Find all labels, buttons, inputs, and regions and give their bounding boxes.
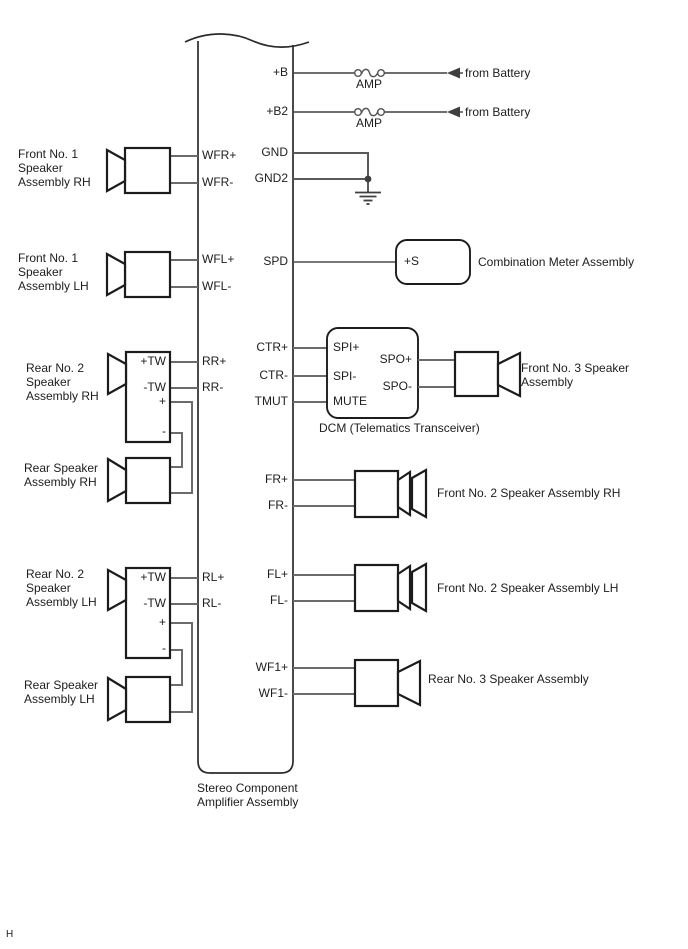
dcm-pin-mute: MUTE xyxy=(333,394,367,408)
pin-label-fr-plus: FR+ xyxy=(264,472,288,486)
pin-label-wfl-plus: WFL+ xyxy=(202,252,235,266)
rear3-speaker-icon xyxy=(355,660,420,706)
dcm-pin-spi-minus: SPI- xyxy=(333,369,357,383)
rear2-lh-pin-minus: - xyxy=(162,641,166,655)
rear2-rh-pin-minus: - xyxy=(162,424,166,438)
pin-label-wfr-minus: WFR- xyxy=(202,175,234,189)
pin-label-wfl-minus: WFL- xyxy=(202,279,232,293)
rear-lh-speaker-label: Rear Speaker Assembly LH xyxy=(24,678,99,706)
dcm-caption: DCM (Telematics Transceiver) xyxy=(319,421,480,435)
rear3-circuit xyxy=(293,660,420,706)
page-footnote: H xyxy=(6,929,14,940)
front2-lh-speaker-label: Front No. 2 Speaker Assembly LH xyxy=(437,581,619,595)
fuse-label-amp-1: AMP xyxy=(356,77,383,91)
pin-label-b2: +B2 xyxy=(266,104,288,118)
pin-label-rl-plus: RL+ xyxy=(202,570,225,584)
front1-rh-circuit xyxy=(107,148,198,193)
pin-label-wf1-minus: WF1- xyxy=(258,686,288,700)
amplifier-outline xyxy=(185,34,309,773)
front2-rh-speaker-icon xyxy=(355,470,426,517)
rear2-rh-pin-plus: + xyxy=(158,394,166,408)
amplifier-caption: Stereo Component Amplifier Assembly xyxy=(197,781,299,809)
front2-rh-speaker-label: Front No. 2 Speaker Assembly RH xyxy=(437,486,621,500)
fuse-icon xyxy=(355,69,385,76)
front3-speaker-icon xyxy=(455,352,520,396)
pin-label-ctr-plus: CTR+ xyxy=(256,340,288,354)
rear-lh-speaker-icon xyxy=(108,677,170,722)
rear2-lh-pin-plus: + xyxy=(158,615,166,629)
meter-pin-label: +S xyxy=(404,254,420,268)
pin-label-b: +B xyxy=(272,65,288,79)
ground-icon xyxy=(355,193,381,205)
pin-label-fl-minus: FL- xyxy=(270,593,288,607)
pin-label-fl-plus: FL+ xyxy=(266,567,288,581)
front3-speaker-label: Front No. 3 Speaker Assembly xyxy=(521,361,630,389)
pin-label-gnd: GND xyxy=(261,145,288,159)
front2-lh-circuit xyxy=(293,564,426,611)
pin-label-rr-minus: RR- xyxy=(202,380,224,394)
speed-signal-circuit xyxy=(293,240,470,284)
junction-dot xyxy=(365,176,372,183)
front1-lh-speaker-label: Front No. 1 Speaker Assembly LH xyxy=(18,251,89,293)
pin-label-wfr-plus: WFR+ xyxy=(202,148,237,162)
rear2-rh-pin-tw-minus: -TW xyxy=(143,380,166,394)
front2-rh-circuit xyxy=(293,470,426,517)
pin-label-wf1-plus: WF1+ xyxy=(255,660,288,674)
arrow-left-icon xyxy=(447,107,460,118)
pin-label-rr-plus: RR+ xyxy=(202,354,227,368)
dcm-pin-spi-plus: SPI+ xyxy=(333,340,360,354)
pin-label-ctr-minus: CTR- xyxy=(259,368,288,382)
from-battery-label-2: from Battery xyxy=(465,105,531,119)
rear-rh-speaker-label: Rear Speaker Assembly RH xyxy=(24,461,99,489)
from-battery-label-1: from Battery xyxy=(465,66,531,80)
rear3-speaker-label: Rear No. 3 Speaker Assembly xyxy=(428,672,589,686)
front1-lh-circuit xyxy=(107,252,198,297)
rear2-lh-speaker-label: Rear No. 2 Speaker Assembly LH xyxy=(26,567,97,609)
front1-rh-speaker-label: Front No. 1 Speaker Assembly RH xyxy=(18,147,91,189)
rear2-lh-pin-tw-minus: -TW xyxy=(143,596,166,610)
pin-label-spd: SPD xyxy=(263,254,288,268)
dcm-pin-spo-minus: SPO- xyxy=(382,379,412,393)
fuse-icon xyxy=(355,108,385,115)
rear2-rh-pin-tw-plus: +TW xyxy=(140,354,166,368)
rear2-rh-speaker-label: Rear No. 2 Speaker Assembly RH xyxy=(26,361,99,403)
rear2-lh-pin-tw-plus: +TW xyxy=(140,570,166,584)
combination-meter-label: Combination Meter Assembly xyxy=(478,255,635,269)
rear2-lh-circuit xyxy=(108,568,198,722)
arrow-left-icon xyxy=(447,68,460,79)
front1-rh-speaker-icon xyxy=(107,148,170,193)
pin-label-fr-minus: FR- xyxy=(268,498,288,512)
pin-label-tmut: TMUT xyxy=(254,394,288,408)
rear2-rh-circuit xyxy=(108,352,198,503)
dcm-circuit xyxy=(293,328,520,418)
front2-lh-speaker-icon xyxy=(355,564,426,611)
front1-lh-speaker-icon xyxy=(107,252,170,297)
break-wave xyxy=(185,34,309,47)
pin-label-rl-minus: RL- xyxy=(202,596,222,610)
dcm-pin-spo-plus: SPO+ xyxy=(379,352,412,366)
ground-circuit xyxy=(293,153,381,204)
rear-rh-speaker-icon xyxy=(108,458,170,503)
pin-label-gnd2: GND2 xyxy=(254,171,288,185)
fuse-label-amp-2: AMP xyxy=(356,116,383,130)
